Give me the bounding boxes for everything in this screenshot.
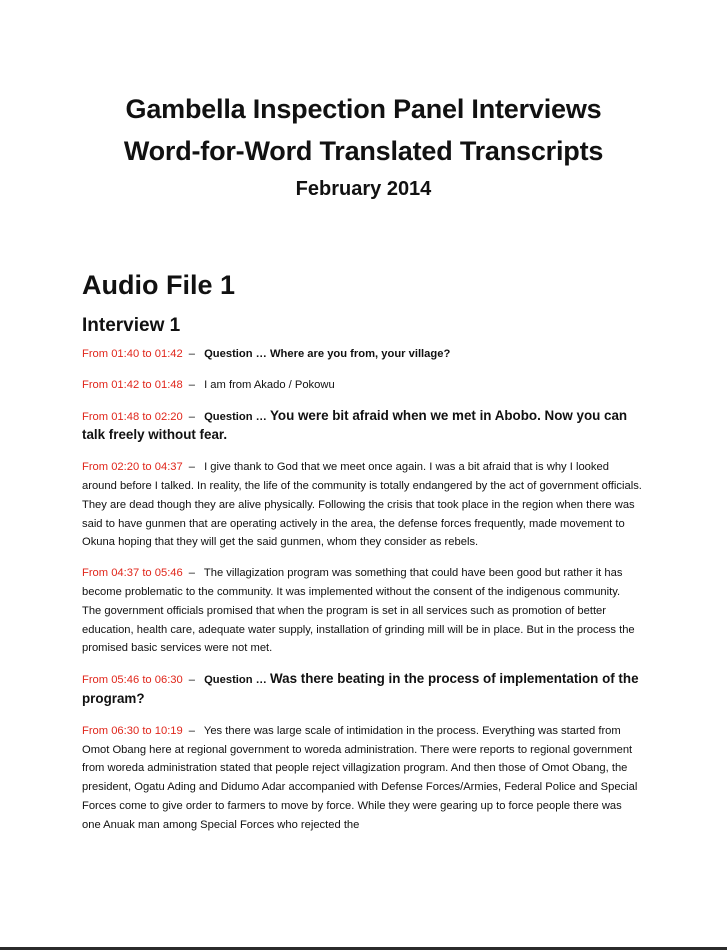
document-title-line-2: Word-for-Word Translated Transcripts — [123, 136, 604, 166]
question-text: Was there beating in the process of implementation of the program? — [82, 671, 639, 706]
timestamp: From 05:46 to 06:30 — [82, 674, 183, 687]
question-text: Where are you from, your village? — [269, 348, 451, 360]
transcript-entry — [82, 722, 642, 835]
section-heading: Audio File 1 — [82, 270, 236, 300]
answer-text: I give thank to God that we meet once again. I was a bit afraid that is why I looked around before I talked. In reality, the life of the community is totally endangered by the act of government officials. They are dead though they are alive physically. Following the crisis that took place in the region when there was said to have gunmen that are operating actively in the area, the defense forces frequently, made movement to Okuna hoping that they will get the said gunmen, whom they consider as rebels. — [82, 461, 642, 549]
answer-text: Yes there was large scale of intimidation in the process. Everything was started from Omot Obang here at regional government to woreda administration. There were reports to regional government from woreda administration stated that people reject villagization program. And then those of Omot Obang, the president, Ogatu Ading and Didumo Adar accompanied with Defense Forces/Armies, Federal Police and Special Forces come to give order to farmers to move by force. While they were gearing up to force people there was one Anuak man among Special Forces who rejected the — [82, 724, 638, 831]
timestamp: From 04:37 to 05:46 — [82, 567, 183, 580]
document-title-line-1: Gambella Inspection Panel Interviews — [125, 94, 602, 124]
question-prefix: Question … — [204, 674, 267, 687]
question-prefix: Question … — [204, 348, 267, 360]
question-prefix: Question … — [204, 410, 267, 423]
timestamp: From 01:48 to 02:20 — [82, 410, 183, 423]
transcript-entry — [82, 407, 642, 447]
answer-text: I am from Akado / Pokowu — [204, 378, 335, 391]
separator-dash: – — [188, 410, 195, 423]
transcript-entry — [82, 376, 642, 395]
transcript-entries — [82, 345, 642, 847]
document-date: February 2014 — [295, 178, 432, 200]
separator-dash: – — [188, 348, 195, 360]
separator-dash: – — [188, 724, 195, 737]
timestamp: From 06:30 to 10:19 — [82, 724, 183, 737]
timestamp: From 01:42 to 01:48 — [82, 378, 183, 391]
separator-dash: – — [188, 378, 195, 391]
transcript-entry — [82, 458, 642, 552]
separator-dash: – — [188, 567, 195, 580]
transcript-entry — [82, 345, 642, 364]
timestamp: From 01:40 to 01:42 — [82, 348, 183, 360]
title-block — [0, 88, 727, 204]
timestamp: From 02:20 to 04:37 — [82, 461, 183, 474]
separator-dash: – — [188, 674, 195, 687]
answer-text: The villagization program was something that could have been good but rather it has become problematic to the community. It was implemented without the consent of the indigenous community. The government officials promised that when the program is set in all services such as promotion of better education, health care, adequate water supply, installation of grinding mill will be in place. But in the process the promised basic services were not met. — [82, 567, 635, 655]
transcript-entry — [82, 564, 642, 658]
transcript-entry — [82, 670, 642, 710]
separator-dash: – — [188, 461, 195, 474]
question-text: You were bit afraid when we met in Abobo. Now you can talk freely without fear. — [82, 407, 628, 443]
subsection-heading: Interview 1 — [82, 315, 181, 336]
